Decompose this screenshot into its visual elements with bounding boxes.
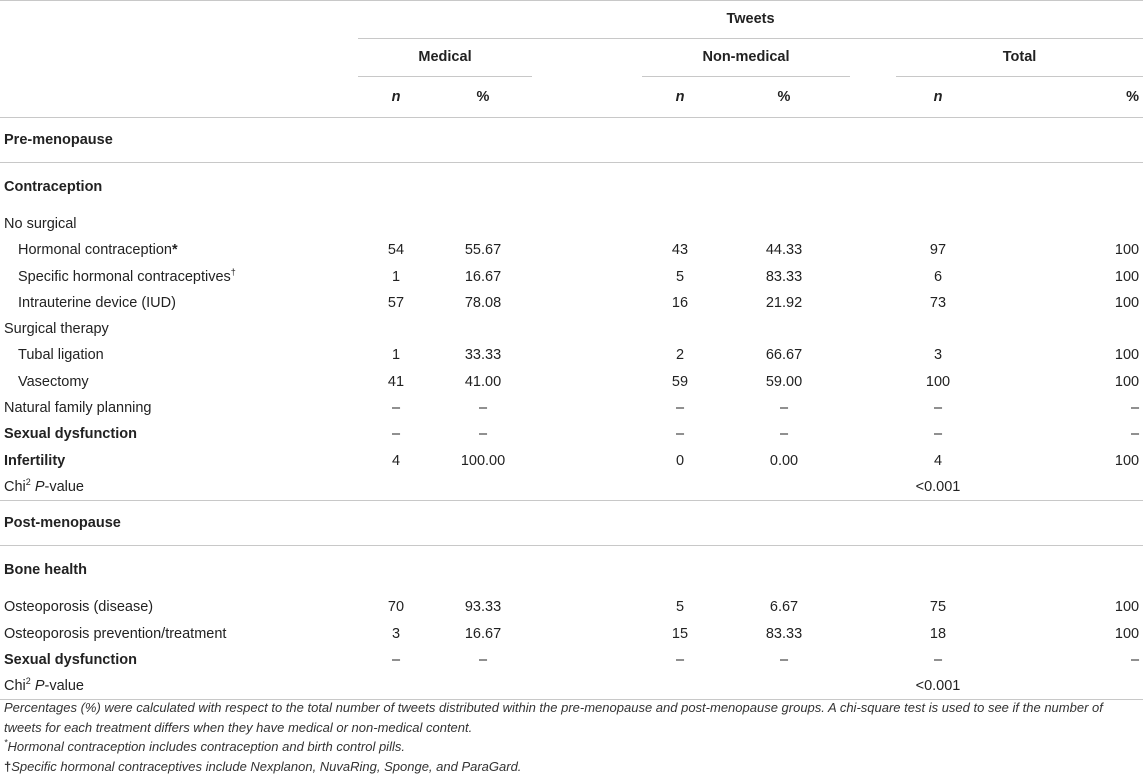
subcategory-surgical-therapy: Surgical therapy [4, 321, 109, 338]
header-medical: Medical [358, 39, 532, 77]
cell-non-medical-pct: 83.33 [765, 268, 803, 285]
footnote-marker: † [230, 266, 236, 277]
cell-medical-n: 54 [387, 242, 405, 259]
section-post-menopause: Post-menopause [0, 501, 1143, 546]
section-row [0, 118, 1143, 163]
cell-total-pct: 100 [1114, 268, 1140, 285]
table-row [0, 290, 1143, 316]
cell-non-medical-pct: – [779, 426, 789, 443]
cell-total-n: 6 [933, 268, 943, 285]
cell-total-n: – [933, 651, 943, 668]
cell-non-medical-n: 2 [675, 347, 685, 364]
cell-non-medical-pct: 66.67 [765, 347, 803, 364]
cell-non-medical-pct: 83.33 [765, 625, 803, 642]
row-label: Natural family planning [4, 400, 152, 417]
header-n-medical: n [358, 77, 434, 118]
table-row [0, 647, 1143, 673]
cell-non-medical-pct: 44.33 [765, 242, 803, 259]
cell-medical-n: 1 [391, 268, 401, 285]
table-row [0, 594, 1143, 620]
cell-medical-pct: – [478, 400, 488, 417]
header-n-total: n [850, 77, 1026, 118]
chi-square-row [0, 673, 1143, 700]
cell-medical-n: – [391, 651, 401, 668]
cell-medical-n: 3 [391, 625, 401, 642]
cell-medical-n: – [391, 400, 401, 417]
header-pct-total: % [1026, 77, 1143, 118]
cell-total-pct: 100 [1114, 452, 1140, 469]
row-label: Intrauterine device (IUD) [18, 294, 176, 311]
row-label: Hormonal contraception* [18, 242, 178, 259]
cell-medical-pct: 55.67 [464, 242, 502, 259]
cell-medical-pct: 16.67 [464, 625, 502, 642]
chi-square-row [0, 474, 1143, 501]
header-row-units [0, 77, 1143, 118]
cell-medical-n: 41 [387, 373, 405, 390]
cell-medical-n: 70 [387, 599, 405, 616]
header-row-groups [0, 39, 1143, 78]
cell-total-pct: 100 [1114, 599, 1140, 616]
cell-non-medical-pct: – [779, 400, 789, 417]
table-row [0, 342, 1143, 368]
cell-total-n: 75 [929, 599, 947, 616]
cell-medical-pct: 100.00 [460, 452, 506, 469]
cell-total-pct: 100 [1114, 373, 1140, 390]
table-row [0, 237, 1143, 263]
header-tweets: Tweets [358, 0, 1143, 39]
cell-non-medical-n: 15 [671, 625, 689, 642]
table-row [0, 621, 1143, 647]
cell-medical-pct: 41.00 [464, 373, 502, 390]
cell-medical-n: 57 [387, 294, 405, 311]
footnote-specific: †Specific hormonal contraceptives include Nexplanon, NuvaRing, Sponge, and ParaGard. [4, 758, 522, 774]
chi-square-value: <0.001 [850, 474, 1026, 501]
cell-medical-n: 1 [391, 347, 401, 364]
table-row [0, 264, 1143, 290]
cell-medical-pct: 16.67 [464, 268, 502, 285]
section-row [0, 501, 1143, 546]
category-row [0, 163, 1143, 212]
cell-medical-pct: – [478, 426, 488, 443]
cell-non-medical-n: – [675, 400, 685, 417]
chi-square-value: <0.001 [850, 673, 1026, 700]
row-label: Infertility [4, 452, 66, 469]
cell-non-medical-n: 0 [675, 452, 685, 469]
cell-total-n: – [933, 426, 943, 443]
table-footnotes [4, 698, 1139, 776]
header-pct-medical: % [434, 77, 532, 118]
row-label: Specific hormonal contraceptives† [18, 266, 236, 285]
cell-non-medical-pct: 6.67 [769, 599, 799, 616]
section-pre-menopause: Pre-menopause [0, 118, 1143, 163]
cell-total-n: 73 [929, 294, 947, 311]
cell-medical-n: – [391, 426, 401, 443]
cell-total-n: 4 [933, 452, 943, 469]
cell-medical-n: 4 [391, 452, 401, 469]
chi-square-label: Chi$^2$ P-value [0, 474, 358, 501]
cell-non-medical-n: – [675, 651, 685, 668]
cell-total-pct: 100 [1114, 347, 1140, 364]
cell-total-pct: – [1131, 651, 1140, 668]
cell-total-n: 100 [925, 373, 951, 390]
table-row [0, 369, 1143, 395]
cell-total-pct: – [1131, 400, 1140, 417]
cell-total-pct: 100 [1114, 242, 1140, 259]
chi-square-label: Chi$^2$ P-value [0, 673, 358, 700]
header-non-medical: Non-medical [642, 39, 850, 77]
cell-total-pct: – [1131, 426, 1140, 443]
cell-non-medical-pct: – [779, 651, 789, 668]
cell-non-medical-pct: 0.00 [769, 452, 799, 469]
cell-medical-pct: 93.33 [464, 599, 502, 616]
cell-non-medical-n: 59 [671, 373, 689, 390]
cell-total-n: – [933, 400, 943, 417]
subcategory-row [0, 211, 1143, 237]
row-label: Sexual dysfunction [4, 426, 137, 443]
cell-non-medical-n: 16 [671, 294, 689, 311]
cell-non-medical-n: 5 [675, 599, 685, 616]
subcategory-no-surgical: No surgical [4, 216, 77, 232]
cell-non-medical-pct: 59.00 [765, 373, 803, 390]
header-row-tweets [0, 0, 1143, 39]
cell-total-n: 18 [929, 625, 947, 642]
cell-total-pct: 100 [1114, 625, 1140, 642]
row-label: Osteoporosis prevention/treatment [4, 625, 227, 642]
category-bone-health: Bone health [4, 562, 87, 579]
header-n-non-medical: n [642, 77, 718, 118]
header-total: Total [896, 39, 1143, 77]
cell-total-pct: 100 [1114, 294, 1140, 311]
cell-non-medical-n: 5 [675, 268, 685, 285]
cell-non-medical-n: 43 [671, 242, 689, 259]
table-row [0, 395, 1143, 421]
cell-non-medical-pct: 21.92 [765, 294, 803, 311]
cell-total-n: 97 [929, 242, 947, 259]
table-row [0, 448, 1143, 474]
footnote-percentages: Percentages (%) were calculated with respect to the total number of tweets distributed within the pre-menopause and post-menopause groups. A chi-square test is used to see if the number of tweets for each treatment differs when they have medical or non-medical content. [4, 700, 1103, 735]
cell-medical-pct: 33.33 [464, 347, 502, 364]
header-empty-cell [0, 0, 358, 39]
category-row [0, 546, 1143, 595]
cell-total-n: 3 [933, 347, 943, 364]
cell-medical-pct: 78.08 [464, 294, 502, 311]
header-pct-non-medical: % [718, 77, 850, 118]
footnote-marker: * [171, 242, 178, 259]
cell-non-medical-n: – [675, 426, 685, 443]
row-label: Vasectomy [18, 373, 89, 390]
row-label: Osteoporosis (disease) [4, 599, 154, 616]
table-row [0, 421, 1143, 447]
footnote-hormonal: *Hormonal contraception includes contraception and birth control pills. [4, 737, 405, 754]
cell-medical-pct: – [478, 651, 488, 668]
category-contraception: Contraception [4, 179, 103, 195]
row-label: Sexual dysfunction [4, 651, 137, 668]
subcategory-row [0, 316, 1143, 342]
row-label: Tubal ligation [18, 347, 104, 364]
